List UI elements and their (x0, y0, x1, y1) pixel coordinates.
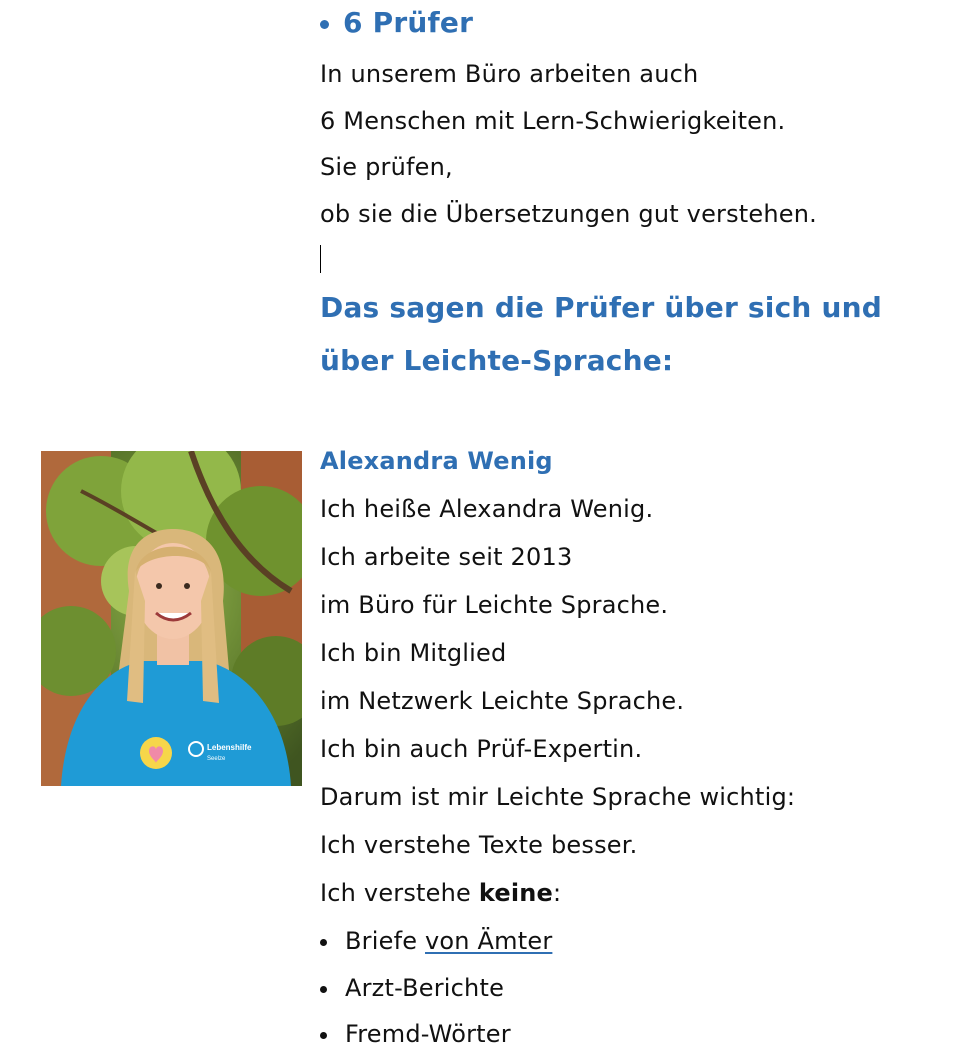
bullet-icon (320, 986, 327, 993)
list-item-text: Briefe (345, 927, 426, 955)
text-cursor (320, 245, 321, 273)
portrait-photo (41, 451, 302, 786)
paragraph-line: Ich arbeite seit 2013 (320, 543, 573, 571)
section-heading (320, 6, 473, 40)
subsection-heading-line2: über Leichte-Sprache: (320, 344, 674, 377)
paragraph-line: Ich bin Mitglied (320, 639, 507, 667)
paragraph-line: ob sie die Übersetzungen gut verstehen. (320, 200, 817, 228)
paragraph-line: Ich heiße Alexandra Wenig. (320, 495, 654, 523)
keine-bold: keine (478, 879, 554, 907)
paragraph-line: im Netzwerk Leichte Sprache. (320, 687, 685, 715)
paragraph-line: In unserem Büro arbeiten auch (320, 60, 699, 88)
paragraph-line: Ich verstehe Texte besser. (320, 831, 638, 859)
shirt-logo-subtext: Seelze (207, 756, 226, 762)
keine-prefix: Ich verstehe (320, 879, 479, 907)
list-item-text: Arzt-Berichte (345, 974, 505, 1002)
keine-suffix: : (553, 879, 562, 907)
portrait-illustration (41, 451, 302, 786)
bullet-icon (320, 1032, 327, 1039)
paragraph-line: im Büro für Leichte Sprache. (320, 591, 669, 619)
list-item-text: Fremd-Wörter (345, 1020, 511, 1048)
bullet-icon (320, 20, 329, 29)
list-item (320, 973, 504, 1003)
shirt-logo-text: Lebenshilfe (207, 743, 252, 752)
paragraph-line: Darum ist mir Leichte Sprache wichtig: (320, 783, 796, 811)
list-item-link[interactable]: von Ämter (425, 927, 553, 955)
list-item (320, 926, 552, 956)
person-name: Alexandra Wenig (320, 447, 553, 475)
paragraph-line-keine (320, 878, 561, 908)
subsection-heading-line1: Das sagen die Prüfer über sich und (320, 291, 882, 324)
paragraph-line: Ich bin auch Prüf-Expertin. (320, 735, 643, 763)
bullet-icon (320, 939, 327, 946)
paragraph-line: Sie prüfen, (320, 153, 453, 181)
section-heading-text: 6 Prüfer (343, 6, 474, 39)
list-item (320, 1019, 511, 1049)
paragraph-line: 6 Menschen mit Lern-Schwierigkeiten. (320, 107, 786, 135)
